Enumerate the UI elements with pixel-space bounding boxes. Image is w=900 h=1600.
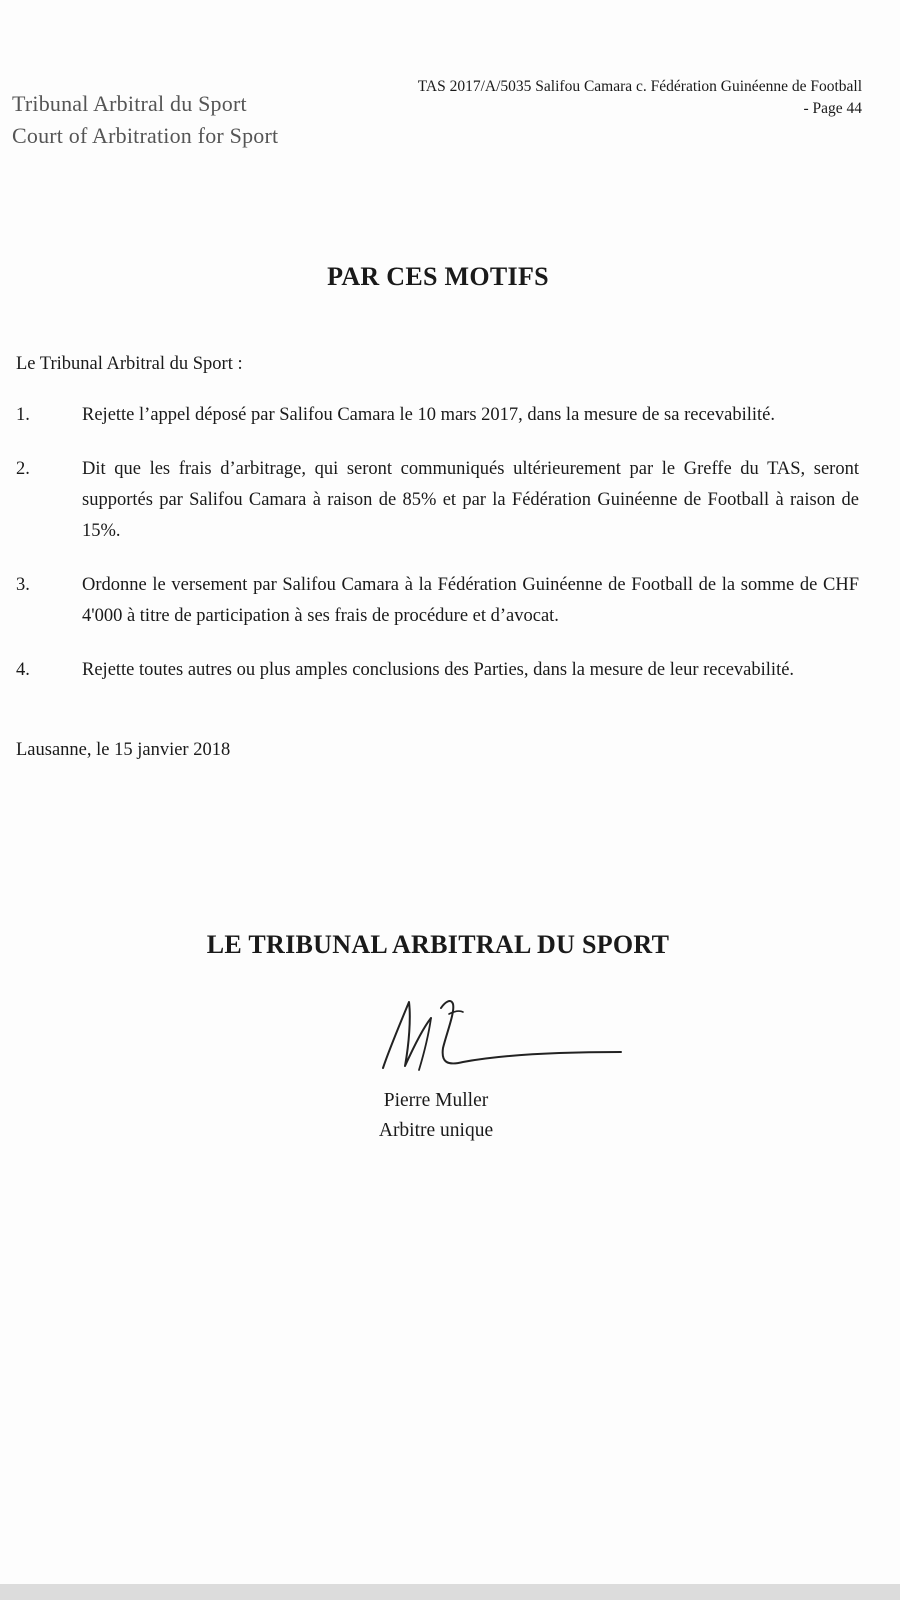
ruling-number: 3. [16, 575, 30, 595]
ruling-text: Rejette l’appel déposé par Salifou Camara le 10 mars 2017, dans la mesure de sa recevabilité. [82, 405, 775, 425]
case-reference-title: TAS 2017/A/5035 Salifou Camara c. Fédération Guinéenne de Football [417, 78, 862, 95]
ruling-text: Ordonne le versement par Salifou Camara à la Fédération Guinéenne de Football de la somme de CHF 4'000 à titre de participation à ses frais de procédure et d’avocat. [82, 575, 859, 626]
ruling-number: 1. [16, 405, 30, 425]
rulings-list [16, 400, 859, 709]
signatory-block [300, 1086, 572, 1146]
case-reference [418, 76, 862, 120]
ruling-number: 2. [16, 459, 30, 479]
ruling-item [16, 655, 859, 686]
letterhead [12, 88, 278, 152]
signatory-role: Arbitre unique [378, 1120, 494, 1141]
page-bottom-edge [0, 1584, 900, 1600]
tribunal-heading: LE TRIBUNAL ARBITRAL DU SPORT [206, 930, 670, 959]
letterhead-french: Tribunal Arbitral du Sport [12, 91, 247, 116]
signature-image [375, 988, 635, 1088]
signatory-name: Pierre Muller [383, 1090, 489, 1111]
intro-line: Le Tribunal Arbitral du Sport : [16, 354, 243, 374]
letterhead-english: Court of Arbitration for Sport [12, 123, 279, 148]
ruling-item [16, 454, 859, 547]
page-number: - Page 44 [803, 100, 862, 117]
ruling-text: Rejette toutes autres ou plus amples conclusions des Parties, dans la mesure de leur recevabilité. [82, 660, 795, 680]
ruling-text: Dit que les frais d’arbitrage, qui seront communiqués ultérieurement par le Greffe du TAS, seront supportés par Salifou Camara à raison de 85% et par la Fédération Guinéenne de Football à raison de 15%. [82, 459, 859, 541]
ruling-item [16, 570, 859, 632]
ruling-item [16, 400, 859, 431]
place-and-date: Lausanne, le 15 janvier 2018 [16, 740, 231, 760]
page-title: PAR CES MOTIFS [327, 262, 549, 291]
ruling-number: 4. [16, 660, 30, 680]
